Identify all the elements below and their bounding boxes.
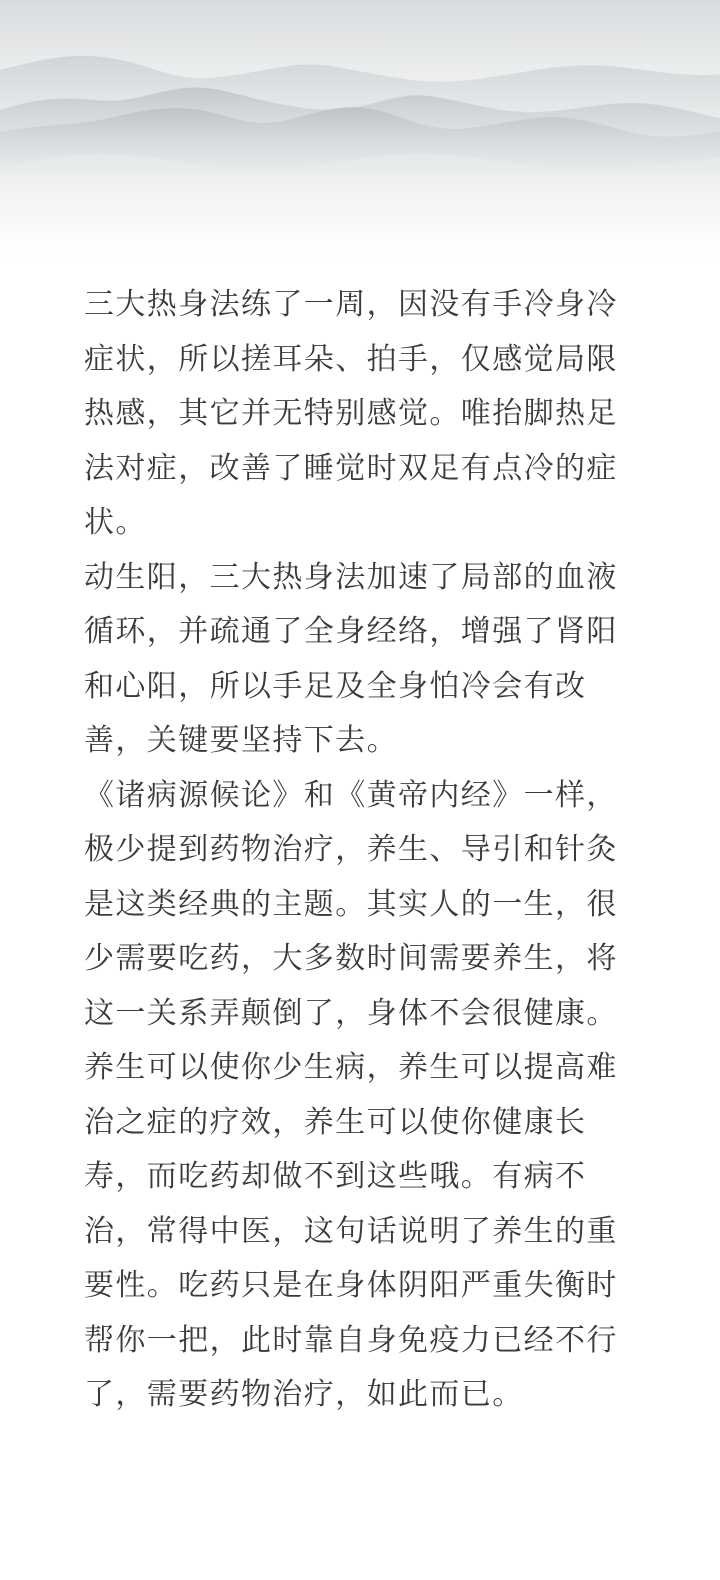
misty-mountains-illustration xyxy=(0,0,720,260)
header-banner xyxy=(0,0,720,260)
paragraph-1: 三大热身法练了一周，因没有手冷身冷症状，所以搓耳朵、拍手，仅感觉局限热感，其它并无特别感觉。唯抬脚热足法对症，改善了睡觉时双足有点冷的症状。 xyxy=(84,287,618,540)
paragraph-3: 《诸病源候论》和《黄帝内经》一样，极少提到药物治疗，养生、导引和针灸是这类经典的主题。其实人的一生，很少需要吃药，大多数时间需要养生，将这一关系弄颠倒了，身体不会很健康。养生可以使你少生病，养生可以提高难治之症的疗效，养生可以使你健康长寿，而吃药却做不到这些哦。有病不治，常得中医，这句话说明了养生的重要性。吃药只是在身体阴阳严重失衡时帮你一把，此时靠自身免疫力已经不行了，需要药物治疗，如此而已。 xyxy=(84,777,618,1412)
paragraph-2: 动生阳，三大热身法加速了局部的血液循环，并疏通了全身经络，增强了肾阳和心阳，所以手足及全身怕冷会有改善，关键要坚持下去。 xyxy=(84,559,618,758)
article-body xyxy=(84,278,636,1423)
